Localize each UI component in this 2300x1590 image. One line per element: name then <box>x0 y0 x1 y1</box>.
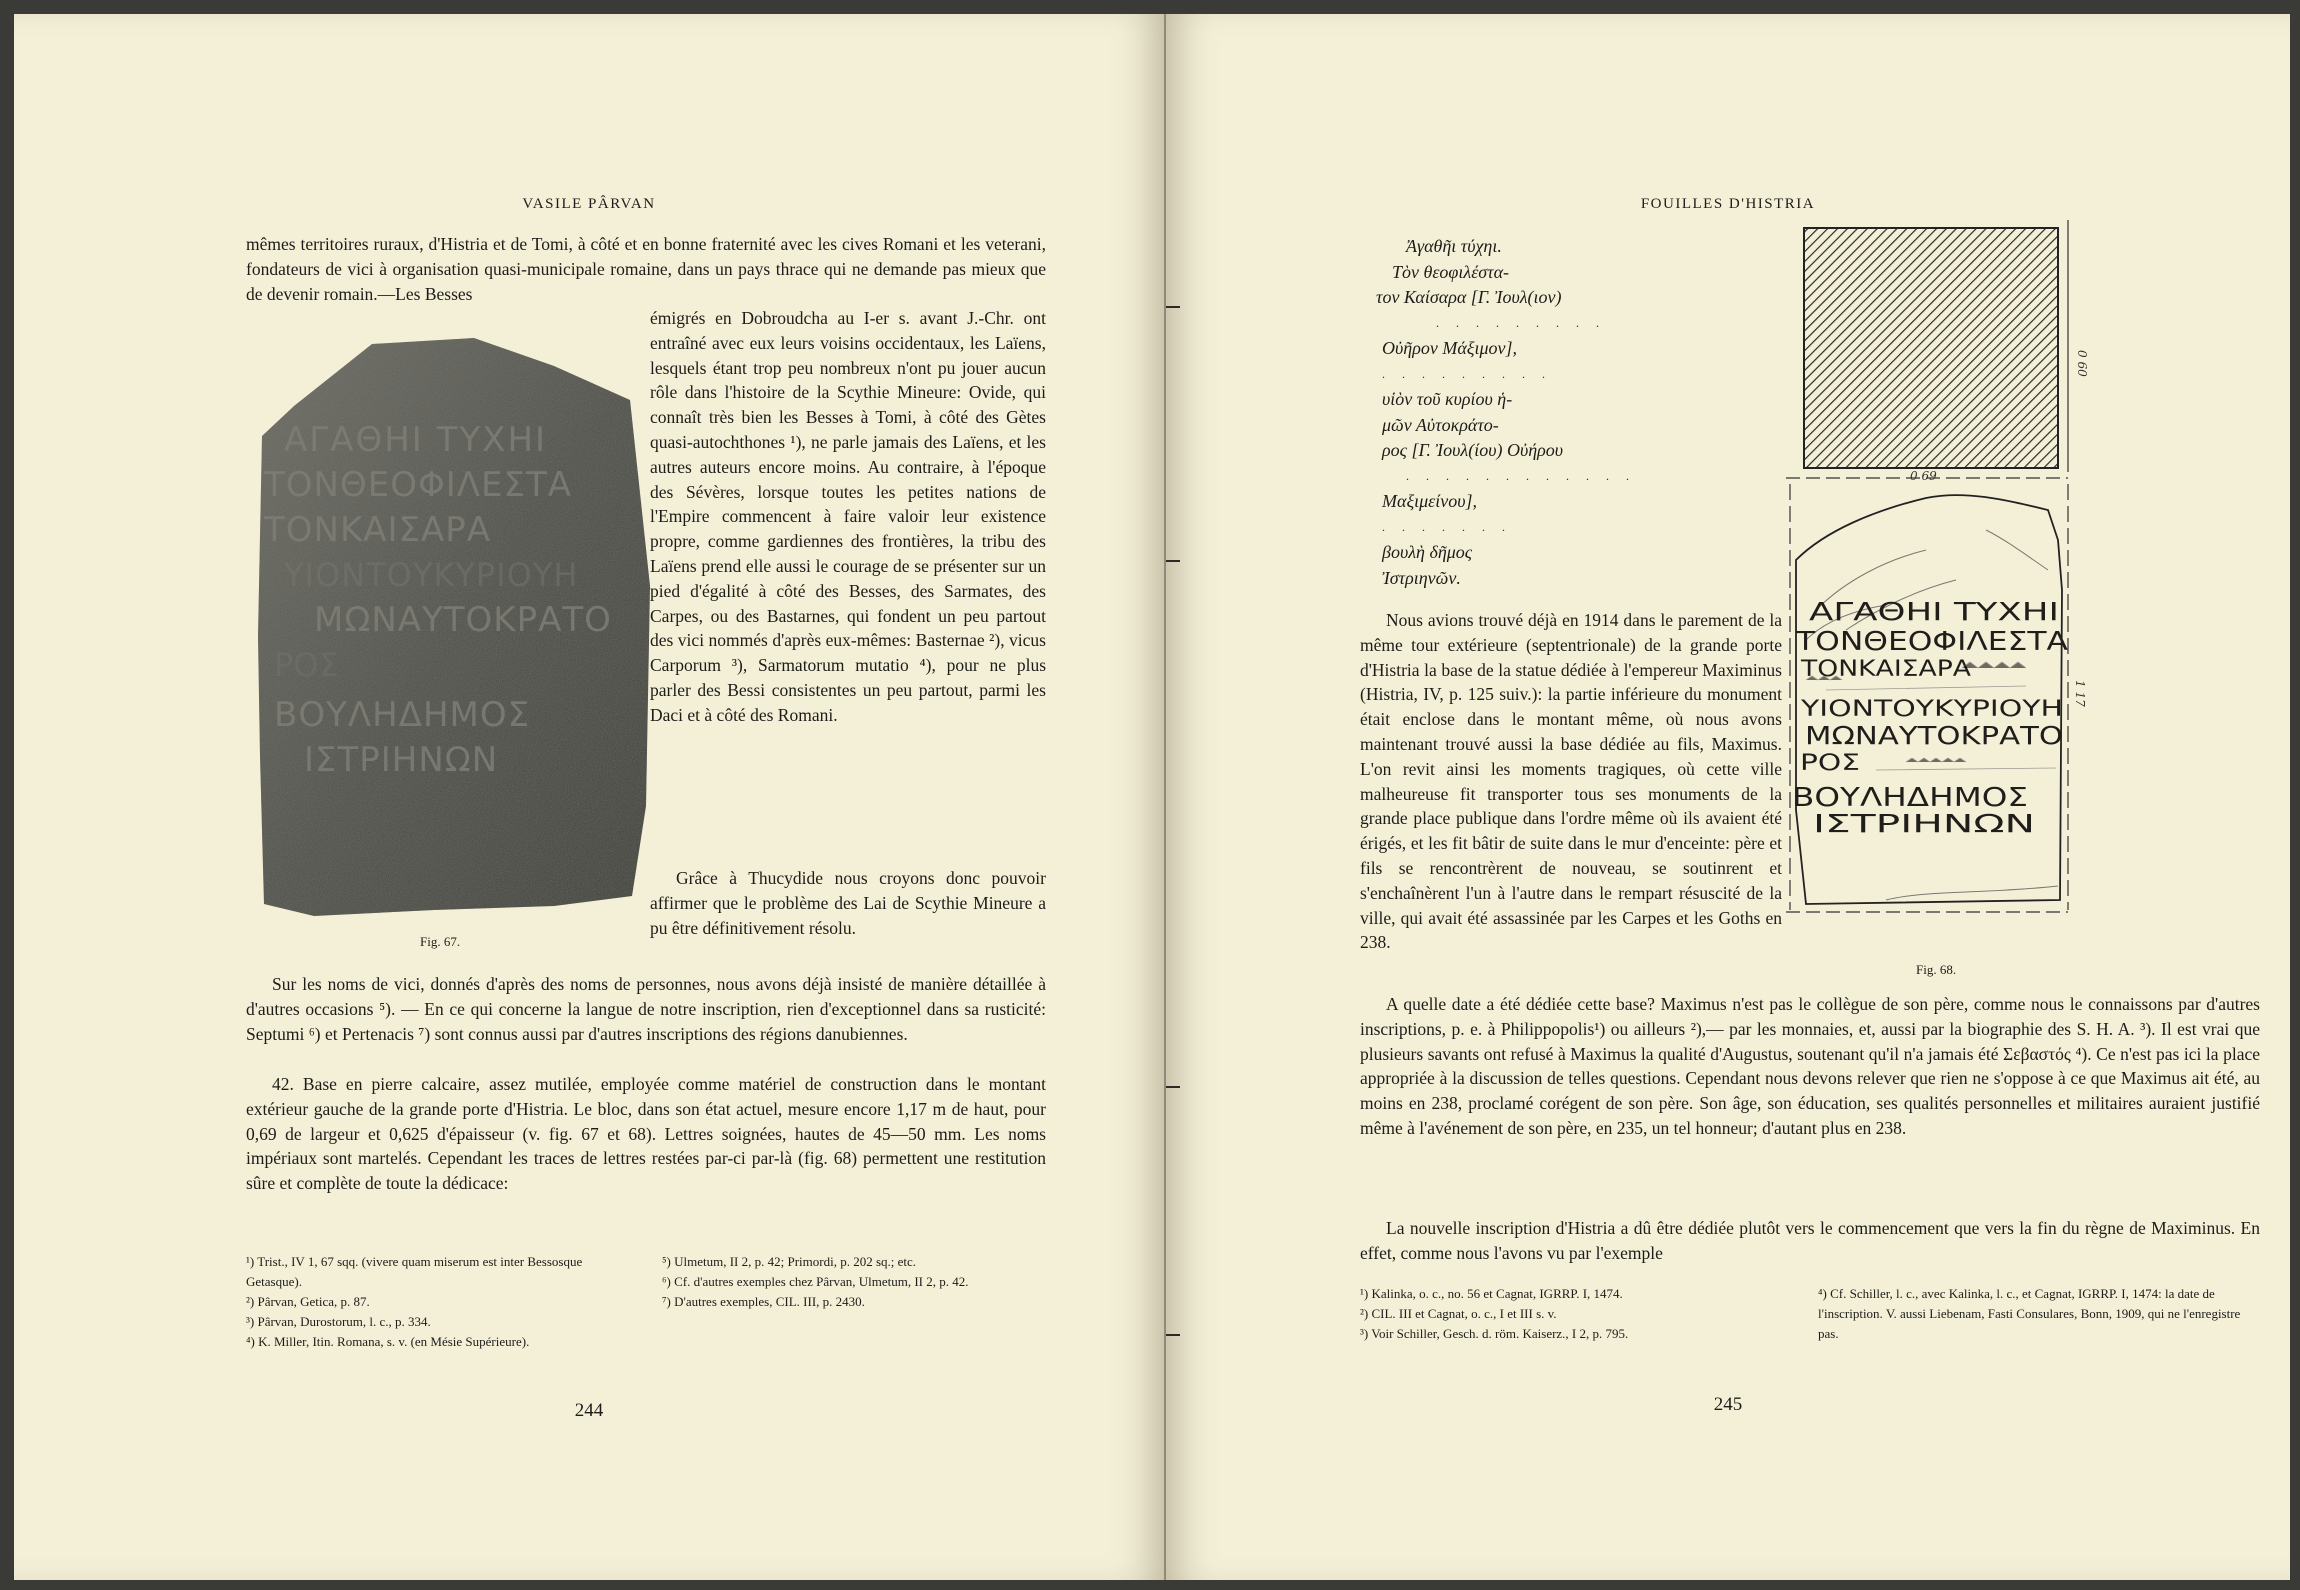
edge-mark <box>1166 560 1180 562</box>
footnote: ³) Pârvan, Durostorum, l. c., p. 334. <box>246 1314 431 1329</box>
footnote: ¹) Kalinka, o. c., no. 56 et Cagnat, IGRRP. I, 1474. <box>1360 1286 1623 1301</box>
footnotes-left-col2 <box>662 1252 1046 1312</box>
footnote: ²) CIL. III et Cagnat, o. c., I et III s. v. <box>1360 1306 1557 1321</box>
drawing-line-5: ΜΩΝΑΥΤΟΚΡΑΤΟ <box>1805 721 2063 750</box>
figure-caption-67: Fig. 67. <box>420 934 461 949</box>
hatched-section <box>1804 228 2058 468</box>
folio-244: 244 <box>574 1400 604 1421</box>
edge-mark <box>1166 306 1180 308</box>
greek-line: Οὐῆρον Μάξιμον], <box>1382 338 1517 358</box>
drawing-line-4: ΥΙΟΝΤΟΥΚΥΡΙΟΥΗ <box>1799 697 2063 722</box>
dim-depth-label: 0 60 <box>2075 350 2089 377</box>
stone-photograph <box>254 336 654 916</box>
paragraph-nous-avions: Nous avions trouvé déjà en 1914 dans le parement de la même tour extérieure (septentrionale) de la grande porte d'Histria la base de la statue dédiée à l'empereur Maximinus (Histria, IV, p. 125 suiv.): la partie inférieure du monument était enclose dans le montant même, où nous avons maintenant trouvé aussi la base dédiée au fils, Maximus. L'on revit ainsi les moments tragiques, où cette ville malheureuse fit transporter tous ses monuments de la grande place publique dans l'ordre même où ils avaient été érigés, et les fit bâtir de suite dans le mur d'enceinte: père et fils se rencontrèrent de nouveau, se soutinrent et s'enchaînèrent l'un à l'autre dans le rempart résuscité de la ville, qui avait été assassinée par les Carpes et les Goths en 238. <box>1360 610 1782 953</box>
footnotes-right-col1 <box>1360 1284 1788 1344</box>
stone-line-2: ΤΟΝΘΕΟΦΙΛΕΣΤΑ <box>264 465 573 505</box>
greek-line: Ἀγαθῆι τύχηι. <box>1406 236 1502 256</box>
footnotes-left-col1 <box>246 1252 638 1352</box>
greek-line: ρος [Γ. Ἰουλ(ίου) Οὐήρου <box>1382 440 1564 460</box>
paragraph-intro: mêmes territoires ruraux, d'Histria et de Tomi, à côté et en bonne fraternité avec les cives Romani et les veterani, fondateurs de vici à organisation quasi-municipale romaine, dans un pays thrace qui ne demande pas mieux que de devenir romain.—Les Besses <box>246 234 1046 304</box>
drawing-line-7: ΒΟΥΛΗΔΗΜΟΣ <box>1792 783 2028 813</box>
edge-mark <box>1166 1086 1180 1088</box>
footnote: ⁷) D'autres exemples, CIL. III, p. 2430. <box>662 1294 865 1309</box>
running-head-left: VASILE PÂRVAN <box>522 196 656 212</box>
greek-line: μῶν Αὐτοκράτο- <box>1382 414 1499 435</box>
greek-restitution <box>1376 234 1696 591</box>
footnote: ⁴) Cf. Schiller, l. c., avec Kalinka, l. c., et Cagnat, IGRRP. I, 1474: la date de l'inscription. V. aussi Liebenam, Fasti Consulares, Bonn, 1909, qui ne l'enregistre pas. <box>1818 1286 2241 1341</box>
stone-line-7: ΒΟΥΛΗΔΗΜΟΣ <box>274 695 531 735</box>
greek-line: . . . . . . . . . . . . <box>1406 468 1636 483</box>
stone-line-6: ΡΟΣ <box>274 646 339 684</box>
drawing-line-6: ΡΟΣ <box>1800 751 1860 776</box>
dim-height-label: 1 17 <box>2073 680 2087 707</box>
inscription-drawing <box>1786 210 2096 930</box>
stone-line-8: ΙΣΤΡΙΗΝΩΝ <box>304 740 499 780</box>
left-page <box>14 14 1164 1580</box>
footnote: ³) Voir Schiller, Gesch. d. röm. Kaiserz., I 2, p. 795. <box>1360 1326 1629 1341</box>
greek-line: Ἰστριηνῶν. <box>1382 567 1461 588</box>
stone-line-1: ΑΓΑΘΗΙ ΤΥΧΗΙ <box>284 420 548 460</box>
right-page <box>1166 14 2290 1580</box>
footnote: ⁵) Ulmetum, II 2, p. 42; Primordi, p. 202 sq.; etc. <box>662 1254 917 1269</box>
edge-mark <box>1166 1334 1180 1336</box>
greek-line: τον Καίσαρα [Γ. Ἰουλ(ιον) <box>1376 287 1562 307</box>
figure-caption-68: Fig. 68. <box>1916 962 1957 977</box>
paragraph-nouvelle: La nouvelle inscription d'Histria a dû être dédiée plutôt vers le commencement que vers la fin du règne de Maximinus. En effet, comme nous l'avons vu par l'exemple <box>1360 1218 2260 1263</box>
greek-line: . . . . . . . . . <box>1436 315 1606 330</box>
drawing-line-8: ΙΣΤΡΙΗΝΩΝ <box>1813 809 2035 838</box>
drawing-line-1: ΑΓΑΘΗΙ ΤΥΧΗΙ <box>1809 597 2059 626</box>
greek-line: βουλὴ δῆμος <box>1382 542 1473 562</box>
stone-line-5: ΜΩΝΑΥΤΟΚΡΑΤΟ <box>314 600 612 640</box>
dim-width-label: 0 69 <box>1910 469 1937 483</box>
greek-line: Τὸν θεοφιλέστα- <box>1392 261 1510 282</box>
stone-line-4: ΥΙΟΝΤΟΥΚΥΡΙΟΥΗ <box>284 556 579 594</box>
paragraph-42: 42. Base en pierre calcaire, assez mutilée, employée comme matériel de construction dans le montant extérieur gauche de la grande porte d'Histria. Le bloc, dans son état actuel, mesure encore 1,17 m de haut, pour 0,69 de largeur et 0,625 d'épaisseur (v. fig. 67 et 68). Lettres soignées, hautes de 45—50 mm. Les noms impériaux sont martelés. Cependant les traces de lettres restées par-ci par-là (fig. 68) permettent une restitution sûre et complète de toute la dédicace: <box>246 1074 1046 1194</box>
drawing-line-2: ΤΟΝΘΕΟΦΙΛΕΣΤΑ <box>1794 627 2069 657</box>
footnote: ⁴) K. Miller, Itin. Romana, s. v. (en Mésie Supérieure). <box>246 1334 530 1349</box>
footnote: ¹) Trist., IV 1, 67 sqq. (vivere quam miserum est inter Bessosque Getasque). <box>246 1254 583 1289</box>
paragraph-quelle-date: A quelle date a été dédiée cette base? Maximus n'est pas le collègue de son père, comme nous le connaissons par d'autres inscriptions, p. e. à Philippopolis¹) ou ailleurs ²),— par les monnaies, et, aussi par la biographie des S. H. A. ³). Il est vrai que plusieurs savants ont refusé à Maximus la qualité d'Augustus, soutenant qu'il n'a jamais été Σεβαστός ⁴). Ce n'est pas ici la place appropriée à la discussion de telles questions. Cependant nous devons relever que rien ne s'oppose à ce que Maximus ait été, au moins en 238, proclamé corégent de son père. Son âge, son éducation, ses qualités personnelles et militaires auraient justifié même à l'avénement de son père, en 235, un tel honneur; d'autant plus en 238. <box>1360 994 2260 1138</box>
footnotes-right-col2 <box>1818 1284 2260 1344</box>
folio-245: 245 <box>1713 1394 1743 1415</box>
paragraph-vici: Sur les noms de vici, donnés d'après des noms de personnes, nous avons déjà insisté de manière détaillée à d'autres occasions ⁵). — En ce qui concerne la langue de notre inscription, rien d'exceptionnel dans sa rusticité: Septumi ⁶) et Pertenacis ⁷) sont connus aussi par d'autres inscriptions des régions danubiennes. <box>246 974 1046 1044</box>
drawing-line-3: ΤΟΝΚΑΙΣΑΡΑ <box>1799 657 1971 682</box>
greek-line: . . . . . . . . . <box>1382 366 1552 381</box>
paragraph-column: émigrés en Dobroudcha au I-er s. avant J.-Chr. ont entraîné avec eux leurs voisins occidentaux, les Laïens, lesquels étant trop peu nombreux n'ont pu jouer aucun rôle dans l'histoire de la Scythie Mineure: Ovide, qui connaît très bien les Besses à Tomi, à côté des Gètes quasi-autochthones ¹), ne parle jamais des Laïens, et les autres auteurs encore moins. Au contraire, à l'époque des Sévères, lorsque toutes les petites nations de l'Empire commencent à faire valoir leur existence propre, comme gardiennes des frontières, la tribu des Laïens prend elle aussi le courage de se présenter sur un pied d'égalité à côté des Besses, des Sarmates, des Carpes, ou des Bastarnes, qui fondent un peu partout des vici nommés d'après eux-mêmes: Basternae ²), vicus Carporum ³), Sarmatorum mutatio ⁴), pour ne plus parler des Bessi consistentes un peu partout, parmi les Daci et à côté des Romani. <box>650 308 1046 725</box>
stone-line-3: ΤΟΝΚΑΙΣΑΡΑ <box>264 510 492 550</box>
greek-line: Μαξιμείνου], <box>1382 491 1478 511</box>
footnote: ²) Pârvan, Getica, p. 87. <box>246 1294 370 1309</box>
paragraph-grace: Grâce à Thucydide nous croyons donc pouvoir affirmer que le problème des Lai de Scythie Mineure a pu être définitivement résolu. <box>650 868 1046 938</box>
running-head-right: FOUILLES D'HISTRIA <box>1640 196 1816 212</box>
footnote: ⁶) Cf. d'autres exemples chez Pârvan, Ulmetum, II 2, p. 42. <box>662 1274 969 1289</box>
greek-line: υἱὸν τοῦ κυρίου ἡ- <box>1382 389 1513 409</box>
greek-line: . . . . . . . <box>1382 519 1512 534</box>
